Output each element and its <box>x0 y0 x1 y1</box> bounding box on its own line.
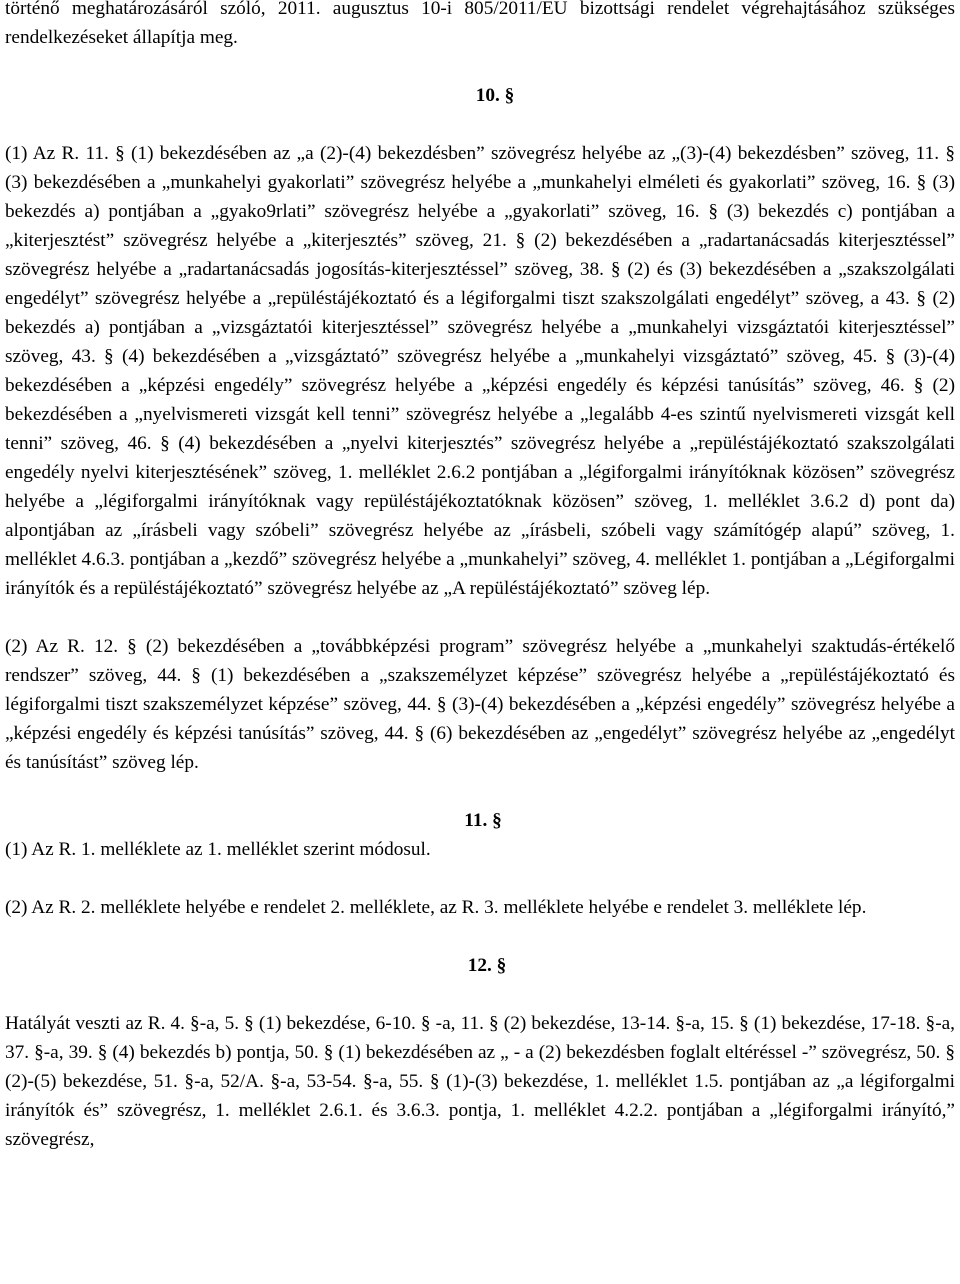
spacer <box>5 922 955 951</box>
section-11-heading: 11. § <box>464 810 502 831</box>
spacer <box>5 110 955 139</box>
section-10-paragraph-1: (1) Az R. 11. § (1) bekezdésében az „a (2)-(4) bekezdésben” szövegrész helyébe az „(3)-(4) bekezdésben” szöveg, 11. § (3) bekezdésében a „munkahelyi gyakorlati” szövegrész helyébe a „munkahelyi elméleti és gyakorlati” szöveg, 16. § (3) bekezdés a) pontjában a „gyako9rlati” szövegrész helyébe a „gyakorlati” szöveg, 16. § (3) bekezdés c) pontjában a „kiterjesztést” szövegrész helyébe a „kiterjesztés” szöveg, 21. § (2) bekezdésében a „radartanácsadás kiterjesztéssel” szövegrész helyébe a „radartanácsadás jogosítás-kiterjesztéssel” szöveg, 38. § (2) és (3) bekezdésében a „szakszolgálati engedélyt” szövegrész helyébe a „repüléstájékoztató és a légiforgalmi tiszt szakszolgálati engedélyt” szöveg, a 43. § (2) bekezdés a) pontjában a „vizsgáztatói kiterjesztéssel” szövegrész helyébe a „munkahelyi vizsgáztatói kiterjesztéssel” szöveg, 43. § (4) bekezdésében a „vizsgáztató” szövegrész helyébe a „munkahelyi vizsgáztató” szöveg, 45. § (3)-(4) bekezdésében a „képzési engedély” szövegrész helyébe a „képzési engedély és képzési tanúsítás” szöveg, 46. § (2) bekezdésében a „nyelvismereti vizsgát kell tenni” szövegrész helyébe a „legalább 4-es szintű nyelvismereti vizsgát kell tenni” szöveg, 46. § (4) bekezdésében a „nyelvi kiterjesztés” szövegrész helyébe a „repüléstájékoztató szakszolgálati engedély nyelvi kiterjesztésének” szöveg, 1. melléklet 2.6.2 pontjában a „légiforgalmi irányítóknak közösen” szövegrész helyébe a „légiforgalmi irányítóknak vagy repüléstájékoztatóknak közösen” szöveg, 1. melléklet 3.6.2 d) pont da) alpontjában az „írásbeli vagy szóbeli” szövegrész helyébe az „írásbeli, szóbeli vagy számítógép alapú” szöveg, 1. melléklet 4.6.3. pontjában a „kezdő” szövegrész helyébe a „munkahelyi” szöveg, 4. melléklet 1. pontjában a „Légiforgalmi irányítók és a repüléstájékoztató” szövegrész helyébe az „A repüléstájékoztató” szöveg lép. <box>5 143 955 599</box>
intro-paragraph: történő meghatározásáról szóló, 2011. augusztus 10-i 805/2011/EU bizottsági rendelet végrehajtásához szükséges rendelkezéseket állapítja meg. <box>5 0 955 48</box>
section-12-heading: 12. § <box>467 955 507 976</box>
section-11-paragraph-1: (1) Az R. 1. melléklete az 1. melléklet szerint módosul. <box>5 839 431 860</box>
document-page <box>5 0 955 1154</box>
section-10-paragraph-2: (2) Az R. 12. § (2) bekezdésében a „továbbképzési program” szövegrész helyébe a „munkahelyi szaktudás-értékelő rendszer” szöveg, 44. § (1) bekezdésében a „szakszemélyzet képzése” szövegrész helyébe a „repüléstájékoztató és légiforgalmi tiszt szakszemélyzet képzése” szöveg, 44. § (3)-(4) bekezdésében a „képzési engedély” szövegrész helyébe a „képzési engedély és képzési tanúsítás” szöveg, 44. § (6) bekezdésében az „engedélyt” szövegrész helyébe az „engedélyt és tanúsítást” szöveg lép. <box>5 636 955 773</box>
spacer <box>5 603 955 632</box>
section-10-heading: 10. § <box>475 85 515 106</box>
section-12-paragraph-1: Hatályát veszti az R. 4. §-a, 5. § (1) bekezdése, 6-10. § -a, 11. § (2) bekezdése, 13-14. §-a, 15. § (1) bekezdése, 17-18. §-a, 37. §-a, 39. § (4) bekezdés b) pontja, 50. § (1) bekezdésében az „ - a (2) bekezdésben foglalt eltéréssel -” szövegrész, 50. § (2)-(5) bekezdése, 51. §-a, 52/A. §-a, 53-54. §-a, 55. § (1)-(3) bekezdése, 1. melléklet 1.5. pontjában az „a légiforgalmi irányítók és” szövegrész, 1. melléklet 2.6.1. és 3.6.3. pontja, 1. melléklet 4.2.2. pontjában a „légiforgalmi irányító,” szövegrész, <box>5 1013 955 1150</box>
spacer <box>5 52 955 81</box>
section-11-paragraph-2: (2) Az R. 2. melléklete helyébe e rendelet 2. melléklete, az R. 3. melléklete helyébe e rendelet 3. melléklete lép. <box>5 897 867 918</box>
spacer <box>5 980 955 1009</box>
spacer <box>5 777 955 806</box>
spacer <box>5 864 955 893</box>
